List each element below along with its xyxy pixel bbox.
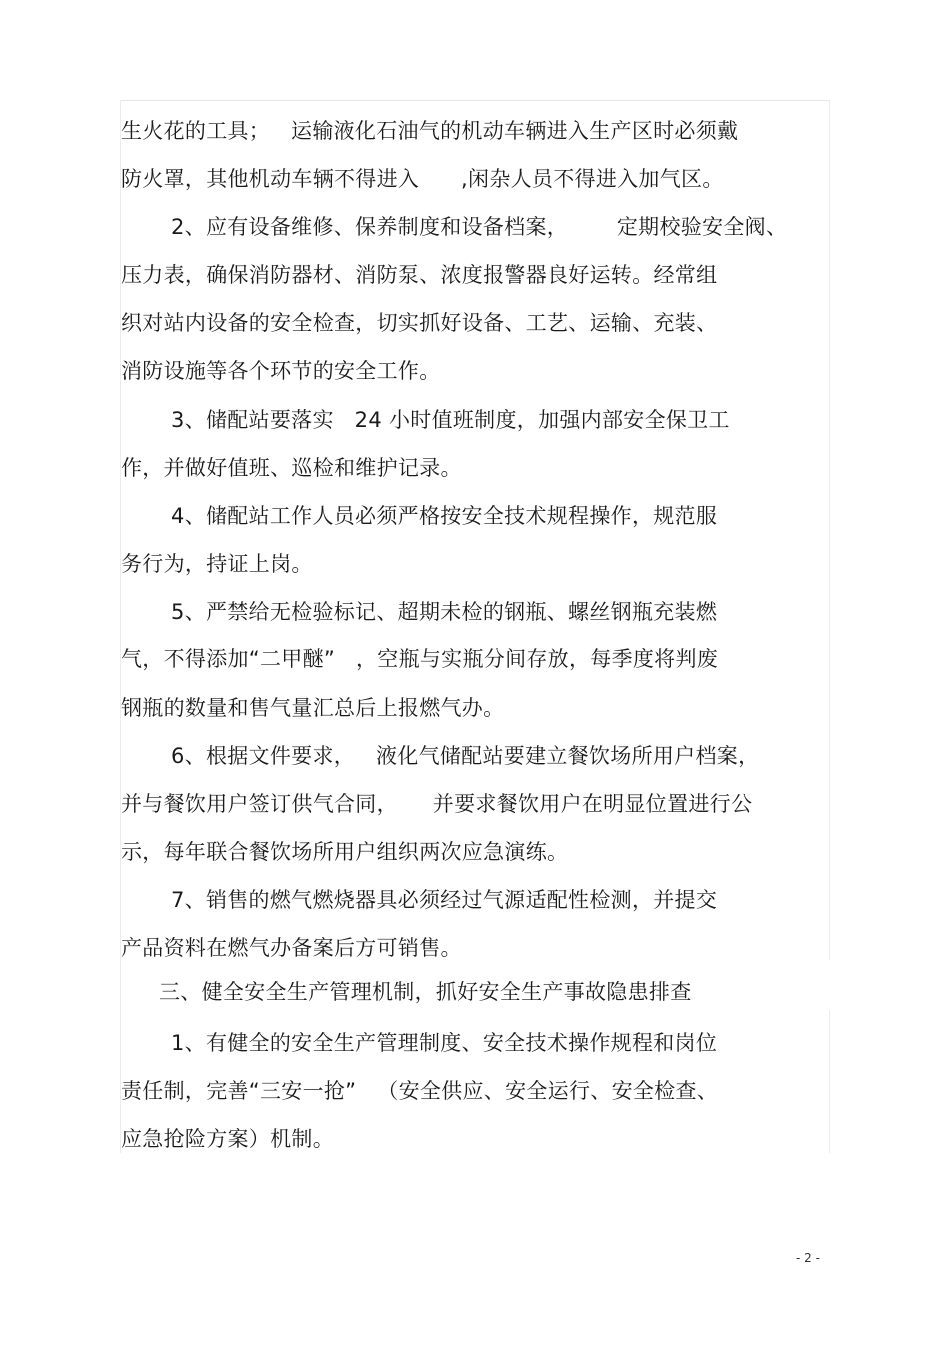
text-line: 产品资料在燃气办备案后方可销售。 — [121, 936, 462, 960]
page-frame-top — [120, 100, 830, 101]
page-frame-right — [829, 1010, 830, 1153]
text-line: 气，不得添加“二甲醚” ，空瓶与实瓶分间存放，每季度将判废 — [121, 647, 719, 671]
text-line: 2、应有设备维修、保养制度和设备档案， 定期校验安全阀、 — [171, 215, 788, 239]
text-line: 并与餐饮用户签订供气合同， 并要求餐饮用户在明显位置进行公 — [121, 792, 753, 816]
text-line: 织对站内设备的安全检查，切实抓好设备、工艺、运输、充装、 — [121, 311, 718, 335]
text-line: 1、有健全的安全生产管理制度、安全技术操作规程和岗位 — [171, 1031, 718, 1055]
text-line: 钢瓶的数量和售气量汇总后上报燃气办。 — [121, 696, 505, 720]
text-line: 应急抢险方案）机制。 — [121, 1127, 334, 1151]
text-line: 5、严禁给无检验标记、超期未检的钢瓶、螺丝钢瓶充装燃 — [171, 600, 718, 624]
page-frame-right — [829, 100, 830, 960]
text-line: 消防设施等各个环节的安全工作。 — [121, 359, 441, 383]
text-line: 3、储配站要落实 24 小时值班制度，加强内部安全保卫工 — [171, 408, 730, 432]
text-line: 6、根据文件要求， 液化气储配站要建立餐饮场所用户档案， — [171, 744, 760, 768]
section-heading: 三、健全安全生产管理机制，抓好安全生产事故隐患排查 — [159, 980, 692, 1004]
text-line: 7、销售的燃气燃烧器具必须经过气源适配性检测，并提交 — [171, 888, 718, 912]
text-line: 作，并做好值班、巡检和维护记录。 — [121, 456, 462, 480]
text-line: 务行为，持证上岗。 — [121, 552, 313, 576]
text-line: 示，每年联合餐饮场所用户组织两次应急演练。 — [121, 840, 569, 864]
text-line: 防火罩，其他机动车辆不得进入 ,闲杂人员不得进入加气区。 — [121, 167, 724, 191]
page-frame-left — [120, 100, 121, 1153]
text-line: 责任制，完善“三安一抢” （安全供应、安全运行、安全检查、 — [121, 1079, 719, 1103]
text-line: 压力表，确保消防器材、消防泵、浓度报警器良好运转。经常组 — [121, 263, 718, 287]
page-number: - 2 - — [796, 1251, 820, 1265]
text-line: 4、储配站工作人员必须严格按安全技术规程操作，规范服 — [171, 504, 718, 528]
text-line: 生火花的工具； 运输液化石油气的机动车辆进入生产区时必须戴 — [121, 119, 739, 143]
